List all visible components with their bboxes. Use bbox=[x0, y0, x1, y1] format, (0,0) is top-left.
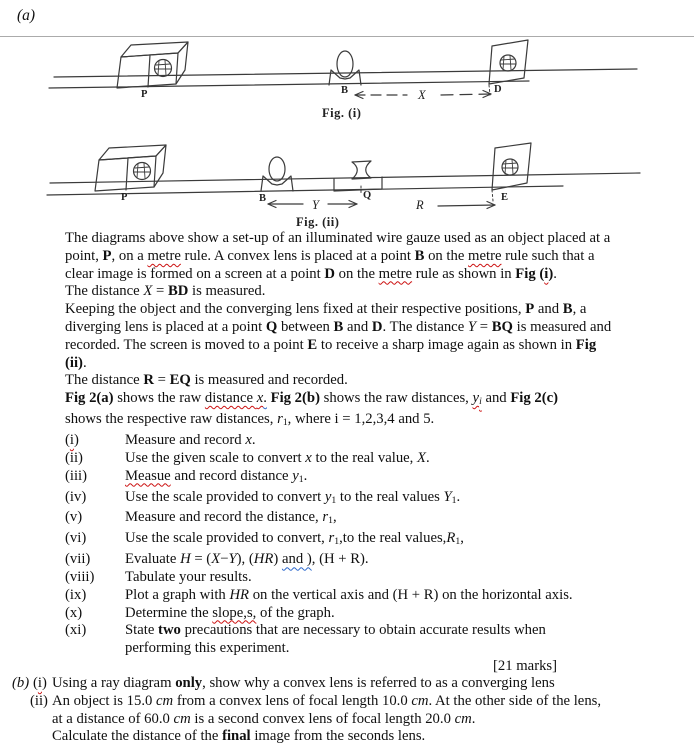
part-b-line: Calculate the distance of the final image from the seconds lens. bbox=[52, 728, 426, 745]
fig1-label-b: B bbox=[341, 85, 349, 96]
body-text-line: Keeping the object and the converging lens fixed at their respective positions, P and B, a bbox=[65, 301, 587, 318]
part-b-line: at a distance of 60.0 cm is a second convex lens of focal length 20.0 cm. bbox=[52, 710, 476, 727]
instruction-item bbox=[65, 509, 694, 530]
convex-lens bbox=[329, 51, 361, 85]
gauze-circle bbox=[134, 163, 151, 180]
fig2-caption: Fig. (ii) bbox=[296, 215, 340, 229]
fig1-label-x: X bbox=[418, 88, 426, 102]
section-a-label: (a) bbox=[17, 7, 36, 24]
instruction-item-continuation: performing this experiment. bbox=[125, 640, 290, 657]
item-number: (iii) bbox=[65, 467, 88, 484]
item-text: Use the scale provided to convert $y_1$ to the real values $Y_1$. bbox=[125, 488, 461, 506]
part-b bbox=[12, 675, 601, 746]
item-number: (viii) bbox=[65, 569, 95, 586]
convex-lens bbox=[261, 157, 293, 191]
item-text: Use the given scale to convert x to the real value, X. bbox=[125, 449, 430, 466]
fig1-label-p: P bbox=[141, 89, 148, 100]
gauze-circle bbox=[155, 60, 172, 77]
instruction-item bbox=[65, 587, 694, 605]
part-b-line bbox=[12, 675, 601, 693]
item-text: Plot a graph with HR on the vertical axis and (H + R) on the horizontal axis. bbox=[125, 586, 573, 603]
item-text: Tabulate your results. bbox=[125, 569, 252, 586]
instruction-item bbox=[65, 450, 694, 468]
item-number: (i) bbox=[65, 432, 79, 449]
item-number: (vi) bbox=[65, 530, 87, 547]
fig2-label-e: E bbox=[501, 192, 509, 203]
fig2-label-p: P bbox=[121, 192, 128, 203]
instruction-item bbox=[65, 432, 694, 450]
image-circle bbox=[502, 159, 518, 175]
body-text-line: diverging lens is placed at a point Q between B and D. The distance Y = BQ is measured and bbox=[65, 318, 612, 335]
item-number: (ii) bbox=[65, 449, 83, 466]
item-text: Determine the slope,s, of the graph. bbox=[125, 604, 335, 621]
screen bbox=[489, 40, 528, 84]
fig1-caption: Fig. (i) bbox=[322, 106, 362, 120]
body-text-line: The diagrams above show a set-up of an illuminated wire gauze used as an object placed at a bbox=[65, 230, 611, 246]
part-b-ii-number: (ii) bbox=[30, 692, 48, 709]
item-text: State two precautions that are necessary to obtain accurate results when bbox=[125, 622, 546, 639]
item-number: (iv) bbox=[65, 488, 87, 505]
instruction-item bbox=[65, 569, 694, 587]
body-text-line: shows the respective raw distances, $r_1$, where i = 1,2,3,4 and 5. bbox=[65, 411, 435, 429]
wire-gauze-box bbox=[117, 42, 188, 88]
part-b-i-number: (i) bbox=[33, 675, 47, 691]
item-text: Measure and record x. bbox=[125, 432, 256, 449]
fig2-label-y: Y bbox=[312, 198, 319, 212]
instruction-item bbox=[65, 489, 694, 510]
fig2-label-q: Q bbox=[363, 190, 372, 201]
question-body bbox=[65, 230, 694, 676]
instruction-item bbox=[65, 468, 694, 489]
fig2-label-b: B bbox=[259, 193, 267, 204]
item-text: Use the scale provided to convert, $r_1,to$ the real $values,R_1$, bbox=[125, 530, 464, 548]
part-b-text: An object is 15.0 cm from a convex lens of focal length 10.0 cm. At the other side of the lens, bbox=[52, 692, 602, 709]
item-number: (vii) bbox=[65, 551, 91, 568]
part-b-text: Using a ray diagram only, show why a convex lens is referred to as a converging lens bbox=[52, 675, 555, 691]
screen bbox=[492, 143, 531, 201]
item-number: (xi) bbox=[65, 622, 87, 639]
wire-gauze-box bbox=[95, 145, 166, 191]
instruction-item bbox=[65, 622, 694, 640]
body-text-line: recorded. The screen is moved to a point E to receive a sharp image again as shown in Fig bbox=[65, 336, 597, 353]
body-text-line: Fig 2(a) shows the raw distance x. Fig 2(b) shows the raw distances, $y_i$ and Fig 2(c) bbox=[65, 390, 559, 408]
part-b-line bbox=[12, 693, 601, 711]
distance-r-arrow bbox=[438, 202, 495, 209]
image-circle bbox=[500, 55, 516, 71]
body-text-line: clear image is formed on a screen at a point D on the metre rule as shown in Fig (i). bbox=[65, 265, 557, 282]
figure-2-diagram bbox=[0, 139, 694, 234]
item-number: (v) bbox=[65, 509, 83, 526]
item-text: Evaluate H = (X−Y), (HR) and ), (H + R). bbox=[125, 551, 369, 568]
fig1-label-d: D bbox=[494, 84, 502, 95]
fig2-label-r: R bbox=[416, 198, 424, 212]
body-text-line: The distance X = BD is measured. bbox=[65, 283, 266, 300]
figure-1-diagram bbox=[0, 37, 694, 132]
instruction-item bbox=[65, 551, 694, 569]
body-text-line: point, P, on a metre rule. A convex lens is placed at a point B on the metre rule such that a bbox=[65, 247, 595, 264]
spacer bbox=[12, 693, 30, 711]
item-number: (ix) bbox=[65, 586, 87, 603]
part-b-label: (b) bbox=[12, 675, 30, 691]
body-text-line: The distance R = EQ is measured and recorded. bbox=[65, 372, 348, 389]
item-text: Measure and record the distance, $r_1$, bbox=[125, 509, 337, 527]
instruction-item bbox=[65, 530, 694, 551]
body-text-line: (ii). bbox=[65, 354, 87, 371]
marks-label: [21 marks] bbox=[493, 658, 558, 675]
instruction-item bbox=[65, 605, 694, 623]
item-text: Measue and record distance $y_1$. bbox=[125, 467, 308, 485]
item-number: (x) bbox=[65, 604, 83, 621]
